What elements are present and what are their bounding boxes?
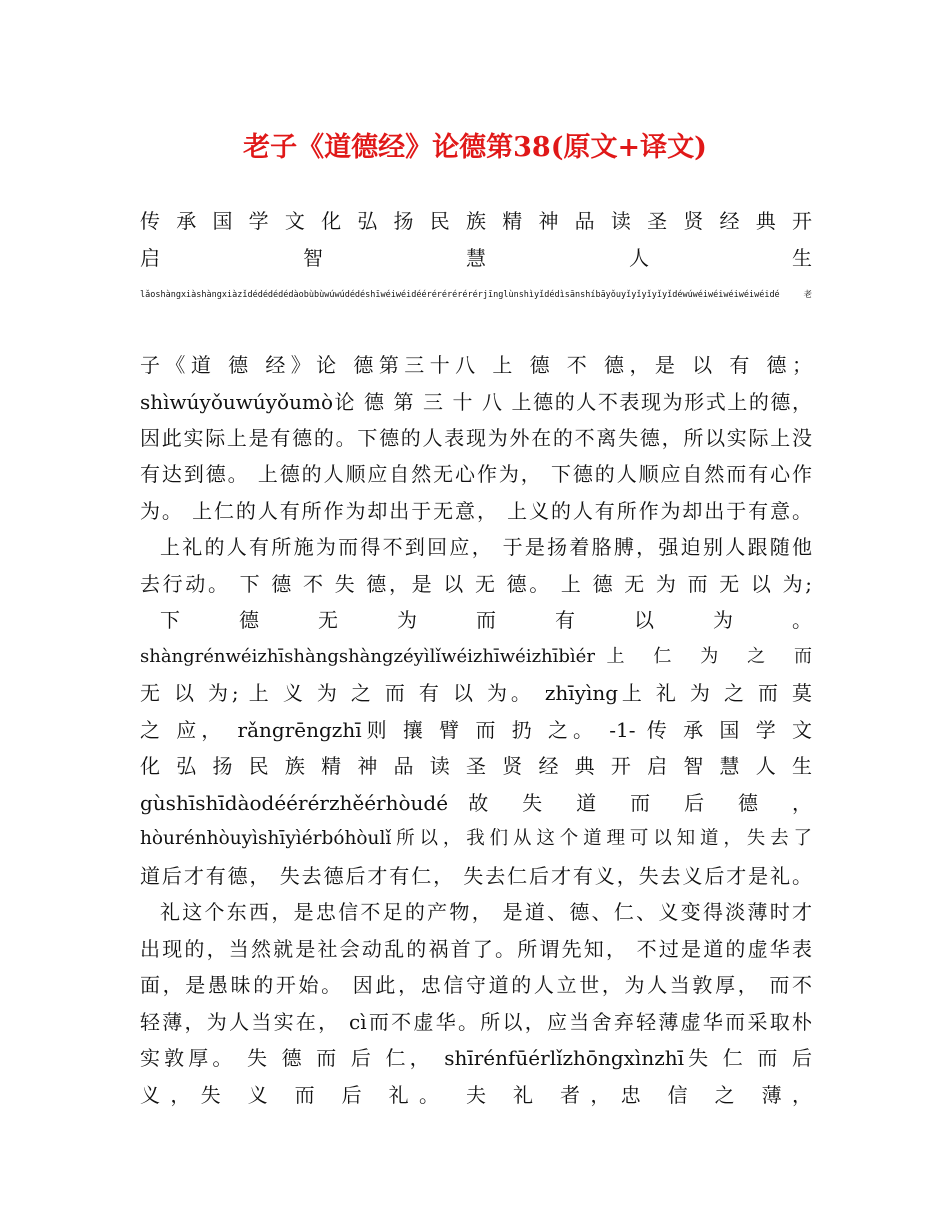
text-line: 化 弘 扬 民 族 精 神 品 读 圣 贤 经 典 开 启 智 慧 人 生 [140, 754, 812, 778]
text-line: 上礼的人有所施为而得不到回应， 于是扬着胳膊，强迫别人跟随他 [160, 535, 812, 559]
text-line: 面，是愚昧的开始。 因此，忠信守道的人立世，为人当敦厚， 而不 [140, 973, 812, 997]
text-line: 去行动。 下 德 不 失 德，是 以 无 德。 上 德 无 为 而 无 以 为; [140, 572, 812, 596]
text-line: shàngrénwéizhīshàngshàngzéyìlǐwéizhīwéizhībìér上 仁 为 之 而 [140, 646, 812, 667]
text-line: 轻薄，为人当实在， cì而不虚华。所以，应当舍弃轻薄虚华而采取朴 [140, 1010, 812, 1034]
text-line: hòurénhòuyìshīyìérbóhòulǐ所以，我们从这个道理可以知道，失去了 [140, 828, 812, 849]
text-line: 道后才有德， 失去德后才有仁， 失去仁后才有义，失去义后才是礼。 [140, 864, 812, 888]
text-line: 之 应， rǎngrēngzhī则 攘 臂 而 扔 之。 -1- 传 承 国 学 文 [140, 718, 812, 742]
text-line: gùshīshīdàodéérérzhěérhòudé 故 失 道 而 后 德 ， [140, 791, 812, 815]
text-line: 为。 上仁的人有所作为却出于无意， 上义的人有所作为却出于有意。 [140, 499, 812, 523]
text-line: 因此实际上是有德的。下德的人表现为外在的不离失德，所以实际上没 [140, 426, 812, 450]
text-line: 义，失 义 而 后 礼。 夫 礼 者，忠 信 之 薄， [140, 1083, 812, 1107]
document-title: 老子《道德经》论德第38(原文+译文) [243, 132, 707, 163]
text-line: shìwúyǒuwúyǒumò论 德 第 三 十 八 上德的人不表现为形式上的德， [140, 390, 812, 414]
text-line: 实敦厚。 失 德 而 后 仁， shīrénfūérlǐzhōngxìnzhī失 仁 而 后 [140, 1046, 812, 1070]
text-line: 无 以 为; 上 义 为 之 而 有 以 为。 zhīyìng上 礼 为 之 而 莫 [140, 681, 812, 705]
text-line: 有达到德。 上德的人顺应自然无心作为， 下德的人顺应自然而有心作 [140, 462, 812, 486]
text-line: 传 承 国 学 文 化 弘 扬 民 族 精 神 品 读 圣 贤 经 典 开 [140, 209, 812, 233]
text-line: 出现的，当然就是社会动乱的祸首了。所谓先知， 不过是道的虚华表 [140, 937, 812, 961]
text-line: lǎoshàngxiàshàngxiàzǐdédédédédàobùbùwúwúdédéshīwéiwéidéérérérérérérjīnglùnshìyǐdédìsānshíbāyǒuyǐyǐyǐyǐyǐdéwúwéiwéiwéiwéiwéidé 老 [140, 290, 812, 300]
text-line: 礼这个东西，是忠信不足的产物， 是道、德、仁、义变得淡薄时才 [160, 900, 812, 924]
text-line: 子《道 德 经》论 德第三十八 上 德 不 德，是 以 有 德； [140, 353, 812, 377]
text-line: 启 智 慧 人 生 [140, 246, 812, 270]
text-line: 下 德 无 为 而 有 以 为 。 [160, 608, 812, 632]
